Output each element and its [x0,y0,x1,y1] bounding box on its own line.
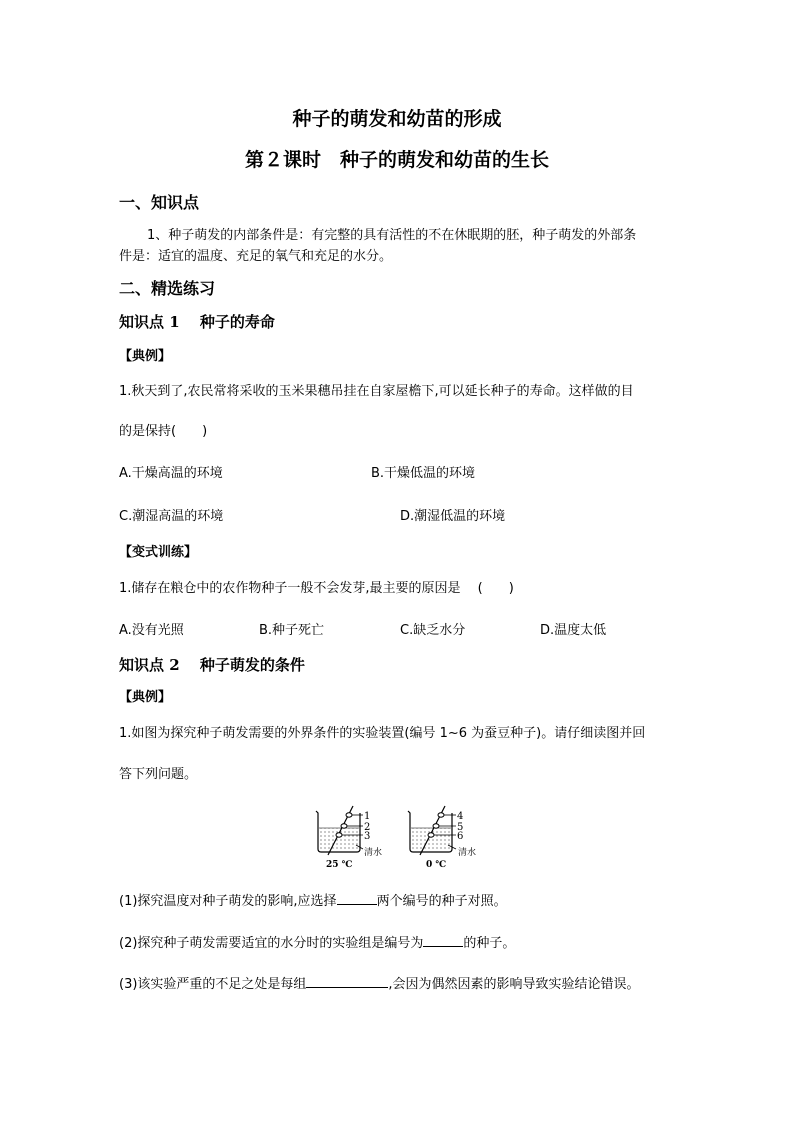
seed-3 [336,833,342,837]
sub-question-2-tail: 的种子。 [463,936,516,951]
temp-label-left: 25 ℃ [326,860,353,870]
variant-option-a: A.没有光照 [119,623,184,638]
variant-option-d: D.温度太低 [540,623,607,638]
seed-4 [438,813,444,817]
water-label-left: 清水 [364,848,383,858]
water-right [411,828,451,851]
seed-label-3: 3 [364,831,371,842]
option-c: C.潮湿高温的环境 [119,509,224,524]
seed-5 [433,824,439,828]
beaker-right [408,806,476,870]
seed-label-6: 6 [457,831,464,842]
seed-6 [428,833,434,837]
variant-training-tag: 【变式训练】 [119,545,198,560]
variant-option-c: C.缺乏水分 [400,623,466,638]
example-tag: 【典例】 [119,349,172,364]
sub-question-3-text: (3)该实验严重的不足之处是每组 [119,977,307,992]
knowledge-text-line1: 1、种子萌发的内部条件是：有完整的具有活性的不在休眠期的胚，种子萌发的外部条 [147,228,637,243]
option-d: D.潮湿低温的环境 [400,509,506,524]
seed-1 [346,813,352,817]
option-a: A.干燥高温的环境 [119,466,223,481]
sub-question-1-text: (1)探究温度对种子萌发的影响,应选择 [119,894,337,909]
answer-blank-1[interactable] [337,890,377,905]
option-b: B.干燥低温的环境 [371,466,476,481]
seed-label-4: 4 [457,811,464,822]
sub-question-1 [119,890,507,909]
section-heading-exercises: 二、精选练习 [119,279,216,298]
sub-question-1-tail: 两个编号的种子对照。 [376,894,507,909]
answer-blank-2[interactable] [423,932,463,947]
question-text-line2: 的是保持( ) [119,424,208,439]
question-2-text-line2: 答下列问题。 [119,767,198,782]
knowledge-point-1-heading: 知识点 1 种子的寿命 [119,313,275,331]
experiment-figure [308,803,488,871]
seed-2 [341,824,347,828]
answer-blank-3[interactable] [306,973,388,988]
section-heading-knowledge: 一、知识点 [119,193,200,212]
page-title: 种子的萌发和幼苗的形成 [292,108,502,130]
water-label-right: 清水 [458,848,477,858]
temp-label-right: 0 ℃ [426,860,447,870]
sub-question-2-text: (2)探究种子萌发需要适宜的水分时的实验组是编号为 [119,936,424,951]
variant-option-b: B.种子死亡 [259,623,325,638]
knowledge-point-2-heading: 知识点 2 种子萌发的条件 [119,656,305,674]
seed-label-2: 2 [364,822,371,833]
water-left [319,828,359,851]
knowledge-text-line2: 件是：适宜的温度、充足的氧气和充足的水分。 [119,249,393,264]
seed-label-5: 5 [457,822,464,833]
lesson-subtitle: 第２课时 种子的萌发和幼苗的生长 [244,149,549,171]
seed-label-1: 1 [364,811,371,822]
question-2-text-line1: 1.如图为探究种子萌发需要的外界条件的实验装置(编号 1~6 为蚕豆种子)。请仔细读图并回 [119,726,646,741]
beaker-left [316,806,382,870]
sub-question-2 [119,932,515,951]
sub-question-3-tail: ,会因为偶然因素的影响导致实验结论错误。 [388,977,640,992]
question-text-line1: 1.秋天到了,农民常将采收的玉米果穗吊挂在自家屋檐下,可以延长种子的寿命。这样做的目 [119,384,634,399]
example-tag-2: 【典例】 [119,690,172,705]
variant-question: 1.储存在粮仓中的农作物种子一般不会发芽,最主要的原因是 ( ) [119,581,514,596]
sub-question-3 [119,973,640,992]
